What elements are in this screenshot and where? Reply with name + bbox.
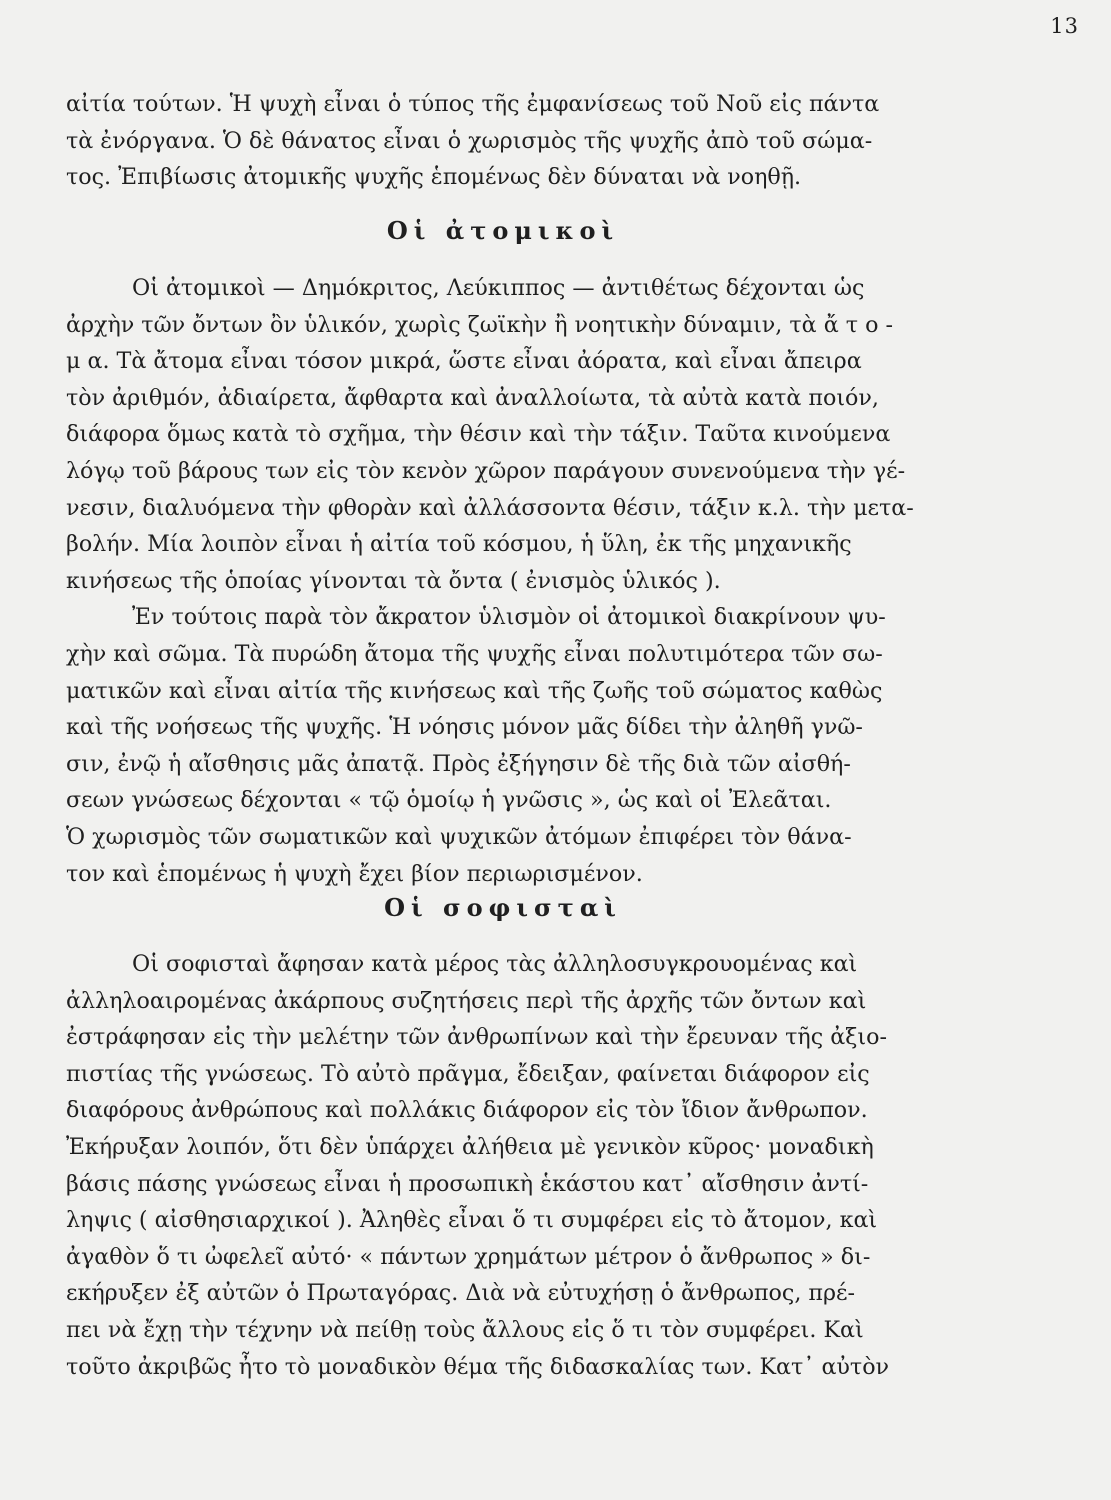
text-line: διαφόρους ἀνθρώπους καὶ πολλάκις διάφορον εἰς τὸν ἴδιον ἄνθρωπον. — [66, 1097, 868, 1124]
text-line: πιστίας τῆς γνώσεως. Τὸ αὐτὸ πρᾶγμα, ἔδειξαν, φαίνεται διάφορον εἰς — [66, 1060, 870, 1087]
text-line: ληψις ( αἰσθησιαρχικοί ). Ἀληθὲς εἶναι ὅ τι συμφέρει εἰς τὸ ἄτομον, καὶ — [66, 1207, 878, 1234]
text-line: λόγῳ τοῦ βάρους των εἰς τὸν κενὸν χῶρον παράγουν συνενούμενα τὴν γέ- — [66, 457, 906, 484]
text-line: αἰτία τούτων. Ἡ ψυχὴ εἶναι ὁ τύπος τῆς ἐμφανίσεως τοῦ Νοῦ εἰς πάντα — [66, 91, 880, 117]
text-line: ἀγαθὸν ὅ τι ὠφελεῖ αὐτό· « πάντων χρημάτων μέτρον ὁ ἄνθρωπος » δι- — [66, 1243, 871, 1270]
text-line: ἀρχὴν τῶν ὄντων ὂν ὑλικόν, χωρὶς ζωϊκὴν ἢ νοητικὴν δύναμιν, τὰ ἄ τ ο - — [66, 311, 893, 338]
text-line: νεσιν, διαλυόμενα τὴν φθορὰν καὶ ἀλλάσσοντα θέσιν, τάξιν κ.λ. τὴν μετα- — [66, 494, 914, 521]
section-heading-sophistai: Οἱ σοφισταὶ — [384, 893, 622, 922]
text-line: τον καὶ ἑπομένως ἡ ψυχὴ ἔχει βίον περιωρισμένον. — [66, 860, 643, 887]
text-line: βολήν. Μία λοιπὸν εἶναι ἡ αἰτία τοῦ κόσμου, ἡ ὕλη, ἐκ τῆς μηχανικῆς — [66, 531, 852, 558]
text-line: σεων γνώσεως δέχονται « τῷ ὁμοίῳ ἡ γνῶσις », ὡς καὶ οἱ Ἐλεᾶται. — [66, 787, 832, 814]
text-line: εκήρυξεν ἐξ αὐτῶν ὁ Πρωταγόρας. Διὰ νὰ εὐτυχήσῃ ὁ ἄνθρωπος, πρέ- — [66, 1280, 856, 1307]
atomikoi-section-text — [66, 270, 940, 892]
intro-paragraph — [66, 86, 940, 196]
text-line: ἀλληλοαιρομένας ἀκάρπους συζητήσεις περὶ τῆς ἀρχῆς τῶν ὄντων καὶ — [66, 987, 867, 1014]
text-line: Ἐν τούτοις παρὰ τὸν ἄκρατον ὑλισμὸν οἱ ἀτομικοὶ διακρίνουν ψυ- — [132, 604, 886, 631]
text-line: ἐστράφησαν εἰς τὴν μελέτην τῶν ἀνθρωπίνων καὶ τὴν ἔρευναν τῆς ἀξιο- — [66, 1024, 887, 1051]
text-line: Οἱ σοφισταὶ ἄφησαν κατὰ μέρος τὰς ἀλληλοσυγκρουομένας καὶ — [132, 951, 858, 977]
text-line: διάφορα ὅμως κατὰ τὸ σχῆμα, τὴν θέσιν καὶ τὴν τάξιν. Ταῦτα κινούμενα — [66, 421, 891, 448]
text-line: Οἱ ἀτομικοὶ — Δημόκριτος, Λεύκιππος — ἀντιθέτως δέχονται ὡς — [132, 275, 865, 301]
text-line: Ἐκήρυξαν λοιπόν, ὅτι δὲν ὑπάρχει ἀλήθεια μὲ γενικὸν κῦρος· μοναδικὴ — [66, 1133, 874, 1160]
section-heading-atomikoi: Οἱ ἀτομικοὶ — [386, 216, 620, 245]
text-line: ματικῶν καὶ εἶναι αἰτία τῆς κινήσεως καὶ τῆς ζωῆς τοῦ σώματος καθὼς — [66, 677, 883, 704]
text-line: πει νὰ ἔχῃ τὴν τέχνην νὰ πείθῃ τοὺς ἄλλους εἰς ὅ τι τὸν συμφέρει. Καὶ — [66, 1316, 864, 1343]
text-line: κινήσεως τῆς ὁποίας γίνονται τὰ ὄντα ( ἐνισμὸς ὑλικός ). — [66, 567, 721, 594]
text-line: τὸν ἀριθμόν, ἀδιαίρετα, ἄφθαρτα καὶ ἀναλλοίωτα, τὰ αὐτὰ κατὰ ποιόν, — [66, 384, 879, 411]
page-number: 13 — [1050, 14, 1079, 38]
text-line: τοῦτο ἀκριβῶς ἦτο τὸ μοναδικὸν θέμα τῆς διδασκαλίας των. Κατ᾽ αὐτὸν — [66, 1353, 890, 1380]
text-line: Ὁ χωρισμὸς τῶν σωματικῶν καὶ ψυχικῶν ἀτόμων ἐπιφέρει τὸν θάνα- — [66, 823, 852, 850]
text-line: βάσις πάσης γνώσεως εἶναι ἡ προσωπικὴ ἑκάστου κατ᾽ αἴσθησιν ἀντί- — [66, 1170, 869, 1197]
text-line: χὴν καὶ σῶμα. Τὰ πυρώδη ἄτομα τῆς ψυχῆς εἶναι πολυτιμότερα τῶν σω- — [66, 640, 883, 667]
text-line: καὶ τῆς νοήσεως τῆς ψυχῆς. Ἡ νόησις μόνον μᾶς δίδει τὴν ἀληθῆ γνῶ- — [66, 714, 863, 741]
text-line: τος. Ἐπιβίωσις ἀτομικῆς ψυχῆς ἑπομένως δὲν δύναται νὰ νοηθῇ. — [66, 164, 802, 191]
text-line: μ α. Τὰ ἄτομα εἶναι τόσον μικρά, ὥστε εἶναι ἀόρατα, καὶ εἶναι ἄπειρα — [66, 348, 862, 375]
text-line: σιν, ἐνῷ ἡ αἴσθησις μᾶς ἀπατᾷ. Πρὸς ἐξήγησιν δὲ τῆς διὰ τῶν αἰσθή- — [66, 750, 851, 777]
sophistai-section-text — [66, 946, 940, 1385]
text-line: τὰ ἐνόργανα. Ὁ δὲ θάνατος εἶναι ὁ χωρισμὸς τῆς ψυχῆς ἀπὸ τοῦ σώμα- — [66, 127, 873, 154]
